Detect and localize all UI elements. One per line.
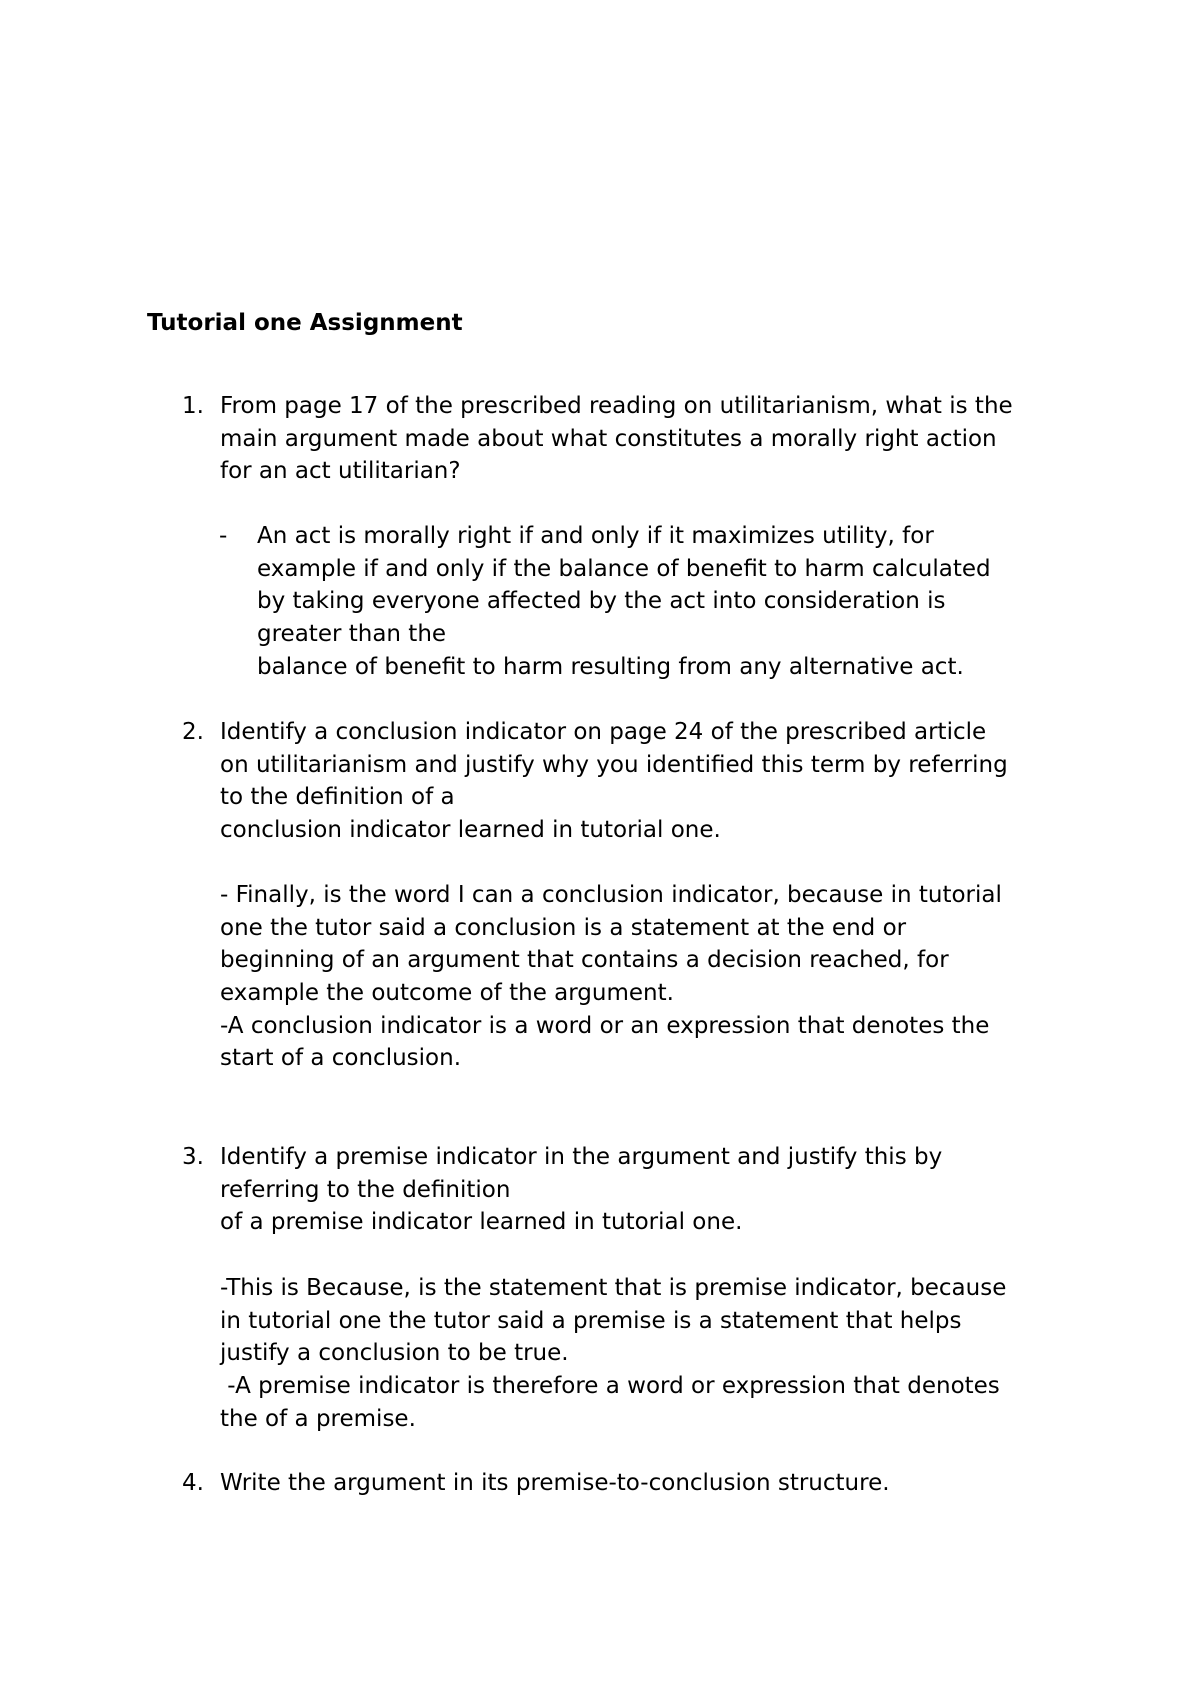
question-line: conclusion indicator learned in tutorial one. <box>220 817 721 844</box>
question-text <box>220 1141 942 1239</box>
question-number: 1. <box>182 393 204 419</box>
answer-line: example if and only if the balance of benefit to harm calculated <box>257 555 991 582</box>
answer-bullet: - <box>219 523 228 549</box>
page-title: Tutorial one Assignment <box>147 310 463 336</box>
answer-line: An act is morally right if and only if it maximizes utility, for <box>257 523 934 549</box>
question-line: main argument made about what constitutes a morally right action <box>220 425 997 452</box>
answer-line: justify a conclusion to be true. <box>220 1340 569 1367</box>
answer-text <box>257 520 991 683</box>
answer-line: - Finally, is the word I can a conclusion indicator, because in tutorial <box>220 882 1002 908</box>
question-text <box>220 390 1013 488</box>
question-line: of a premise indicator learned in tutorial one. <box>220 1209 743 1236</box>
answer-line: example the outcome of the argument. <box>220 980 674 1007</box>
question-text <box>220 716 1008 847</box>
question-line: on utilitarianism and justify why you identified this term by referring <box>220 751 1008 778</box>
answer-line: start of a conclusion. <box>220 1045 462 1072</box>
answer-line: -This is Because, is the statement that is premise indicator, because <box>220 1275 1007 1301</box>
question-number: 3. <box>182 1144 204 1170</box>
question-line: to the definition of a <box>220 784 455 811</box>
answer-line: in tutorial one the tutor said a premise is a statement that helps <box>220 1307 962 1334</box>
question-line: Identify a conclusion indicator on page 24 of the prescribed article <box>220 719 987 745</box>
answer-text <box>220 1272 1006 1435</box>
question-number: 4. <box>182 1470 204 1496</box>
question-line: referring to the definition <box>220 1176 511 1203</box>
question-number: 2. <box>182 719 204 745</box>
answer-line: -A conclusion indicator is a word or an expression that denotes the <box>220 1012 990 1039</box>
question-line: Write the argument in its premise-to-conclusion structure. <box>220 1470 890 1496</box>
answer-line: by taking everyone affected by the act into consideration is <box>257 588 946 615</box>
answer-line: balance of benefit to harm resulting from any alternative act. <box>257 653 964 680</box>
answer-line: the of a premise. <box>220 1405 416 1432</box>
question-line: Identify a premise indicator in the argument and justify this by <box>220 1144 943 1170</box>
question-line: for an act utilitarian? <box>220 458 461 485</box>
question-line: From page 17 of the prescribed reading on utilitarianism, what is the <box>220 393 1013 419</box>
answer-line: greater than the <box>257 621 447 648</box>
question-text <box>220 1467 890 1500</box>
answer-line: beginning of an argument that contains a decision reached, for <box>220 947 949 974</box>
answer-text <box>220 879 1002 1075</box>
answer-line: one the tutor said a conclusion is a statement at the end or <box>220 914 907 941</box>
answer-line: -A premise indicator is therefore a word or expression that denotes <box>220 1373 1000 1400</box>
